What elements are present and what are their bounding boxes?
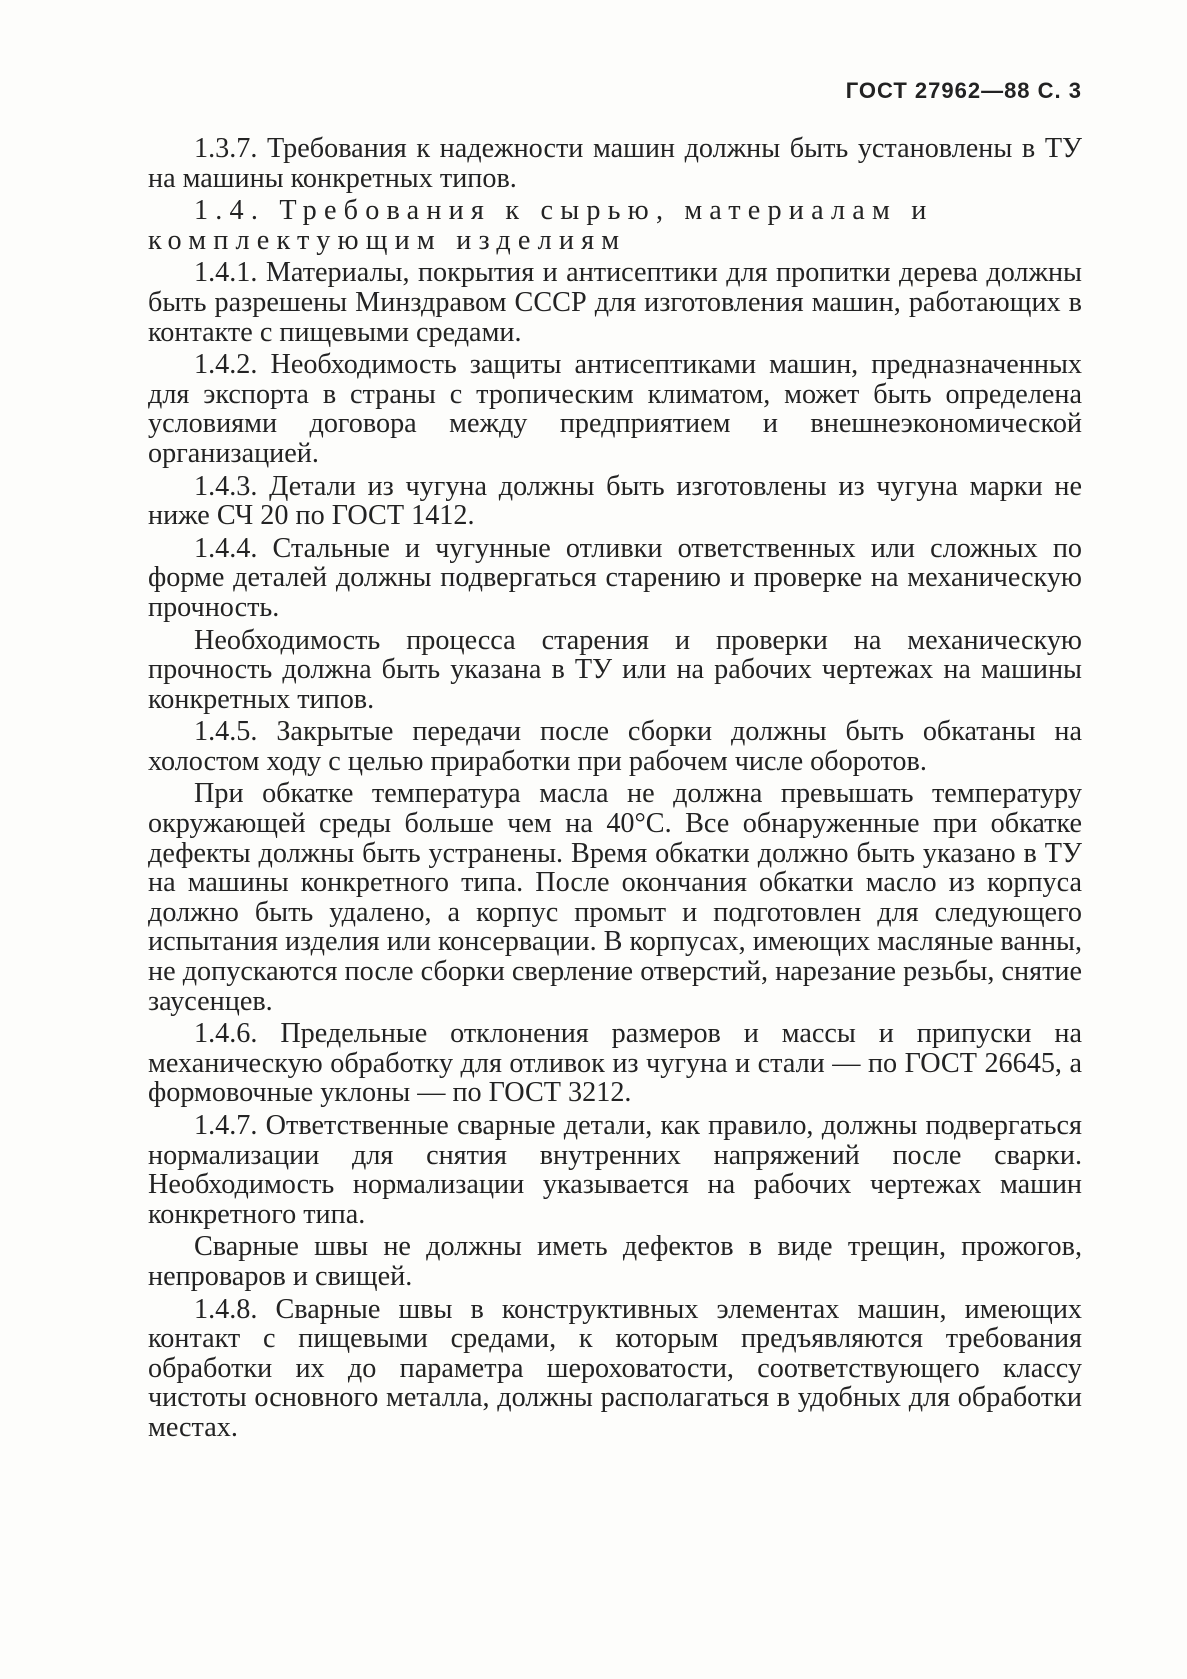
paragraph-1-4-2: 1.4.2. Необходимость защиты антисептиками машин, предназначенных для экспорта в страны с тропическим климатом, может быть определена условиями договора между предприятием и внешнеэкономической организацией. (148, 349, 1082, 469)
paragraph-1-4-4-continued: Необходимость процесса старения и проверки на механическую прочность должна быть указана в ТУ или на рабочих чертежах на машины конкретных типов. (148, 624, 1082, 715)
body-text (148, 134, 1082, 1446)
paragraph-1-4-7-continued: Сварные швы не должны иметь дефектов в виде трещин, прожогов, непроваров и свищей. (148, 1231, 1082, 1292)
running-header: ГОСТ 27962—88 С. 3 (845, 78, 1082, 103)
paragraph-1-4-5-continued: При обкатке температура масла не должна превышать температуру окружающей среды больше чем на 40°С. Все обнаруженные при обкатке дефекты должны быть устранены. Время обкатки должно быть указано в ТУ на машины конкретного типа. После окончания обкатки масло из корпуса должно быть удалено, а корпус промыт и подготовлен для следующего испытания изделия или консервации. В корпусах, имеющих масляные ванны, не допускаются после сборки сверление отверстий, нарезание резьбы, снятие заусенцев. (148, 778, 1083, 1017)
paragraph-1-4-1: 1.4.1. Материалы, покрытия и антисептики для пропитки дерева должны быть разрешены Минздравом СССР для изготовления машин, работающих в контакте с пищевыми средами. (148, 257, 1082, 348)
paragraph-1-4-4: 1.4.4. Стальные и чугунные отливки ответственных или сложных по форме деталей должны подвергаться старению и проверке на механическую прочность. (148, 532, 1082, 623)
paragraph-1-4-5: 1.4.5. Закрытые передачи после сборки должны быть обкатаны на холостом ходу с целью приработки при рабочем числе оборотов. (148, 716, 1082, 777)
paragraph-1-4-8: 1.4.8. Сварные швы в конструктивных элементах машин, имеющих контакт с пищевыми средами, к которым предъявляются требования обработки их до параметра шероховатости, соответствующего классу чистоты основного металла, должны располагаться в удобных для обработки местах. (148, 1293, 1082, 1443)
paragraph-1-4-3: 1.4.3. Детали из чугуна должны быть изготовлены из чугуна марки не ниже СЧ 20 по ГОСТ 1412. (148, 470, 1082, 532)
paragraph-1-4-7: 1.4.7. Ответственные сварные детали, как правило, должны подвергаться нормализации для снятия внутренних напряжений после сварки. Необходимость нормализации указывается на рабочих чертежах машин конкретного типа. (148, 1110, 1082, 1230)
paragraph-1-4-6: 1.4.6. Предельные отклонения размеров и массы и припуски на механическую обработку для отливок из чугуна и стали — по ГОСТ 26645, а формовочные уклоны — по ГОСТ 3212. (148, 1018, 1082, 1109)
paragraph-1-3-7: 1.3.7. Требования к надежности машин должны быть установлены в ТУ на машины конкретных типов. (148, 133, 1082, 194)
section-heading-1-4: 1.4. Требования к сырью, материалам и комплектующим изделиям (148, 195, 934, 256)
